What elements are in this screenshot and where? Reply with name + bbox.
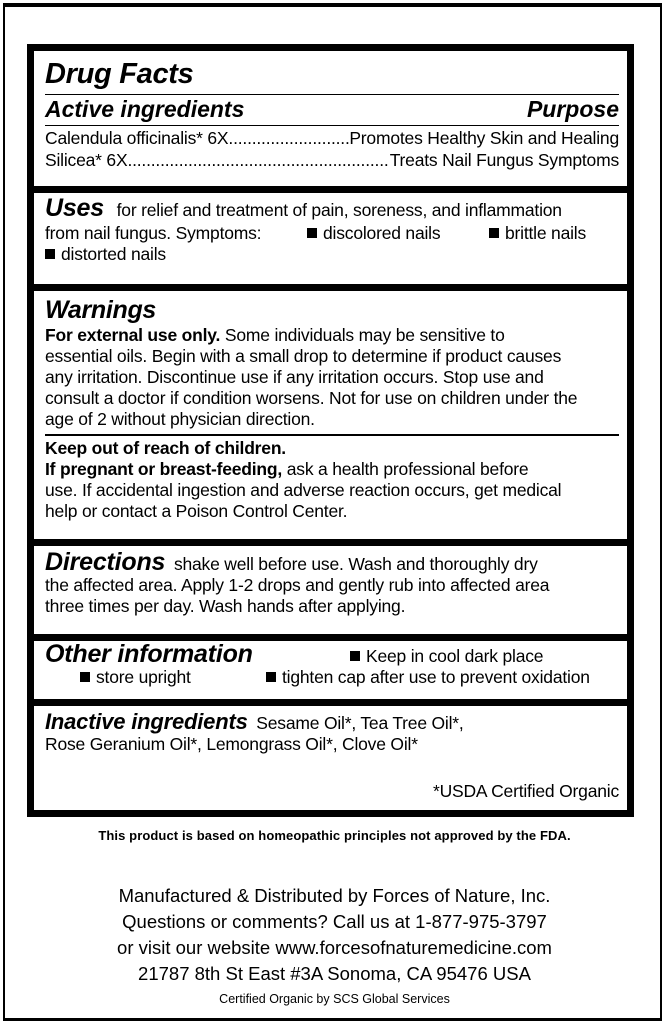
purpose-heading: Purpose (526, 96, 619, 122)
bullet-square-icon (307, 228, 317, 238)
active-ingredients-heading: Active ingredients (45, 96, 245, 122)
pregnancy-bold: If pregnant or breast-feeding, (45, 459, 283, 479)
bullet-square-icon (266, 672, 276, 682)
ingredient-row (45, 149, 619, 171)
symptom-item: discolored nails (307, 223, 489, 244)
warnings-section (34, 284, 627, 539)
manufacturer-info: Manufactured & Distributed by Forces of Nature, Inc. Questions or comments? Call us at 1-877-975-3797 or visit our website www.forcesofnaturemedicine.com 21787 8th St East #3A Sonoma, CA 95476 USA (117, 885, 552, 984)
uses-text: from nail fungus. Symptoms: (45, 223, 262, 243)
ingredient-row (45, 127, 619, 149)
ingredient-purpose: Treats Nail Fungus Symptoms (389, 150, 619, 170)
other-info-section (34, 634, 627, 699)
drug-facts-panel (27, 44, 634, 817)
inactive-ingredients-text: Sesame Oil*, Tea Tree Oil*, (256, 713, 464, 733)
warnings-divider (45, 434, 619, 436)
directions-text: shake well before use. Wash and thoroughly dry (173, 554, 538, 574)
active-header-row (45, 96, 619, 122)
external-use-paragraph: For external use only. Some individuals may be sensitive to essential oils. Begin with a small drop to determine if product causes any irritation. Discontinue use if any irritation occurs. Stop use and consult a doctor if condition worsens. Not for use on children under the age of 2 without physician direction. (45, 325, 578, 429)
directions-heading: Directions (45, 548, 166, 576)
organic-note: *USDA Certified Organic (432, 781, 619, 801)
directions-section (34, 539, 627, 634)
ingredient-name: Silicea* 6X (45, 150, 128, 170)
dot-leader (228, 127, 349, 149)
inactive-ingredients-text: Rose Geranium Oil*, Lemongrass Oil*, Clove Oil* (45, 734, 418, 754)
other-info-item: tighten cap after use to prevent oxidation (266, 667, 590, 688)
bullet-square-icon (350, 651, 360, 661)
dot-leader (127, 149, 389, 171)
label-sheet (3, 3, 662, 1021)
symptom-item: distorted nails (45, 244, 619, 265)
other-info-item: store upright (80, 667, 266, 688)
uses-section (34, 186, 627, 284)
pregnancy-paragraph: If pregnant or breast-feeding, ask a health professional before use. If accidental ingestion and adverse reaction occurs, get medical help or contact a Poison Control Center. (45, 459, 562, 521)
other-info-heading: Other information (45, 640, 253, 668)
uses-text: for relief and treatment of pain, soreness, and inflammation (116, 200, 562, 220)
bullet-square-icon (80, 672, 90, 682)
other-info-item: Keep in cool dark place (350, 646, 543, 667)
certification-note: Certified Organic by SCS Global Services (219, 992, 450, 1006)
directions-text: the affected area. Apply 1-2 drops and gently rub into affected area (45, 575, 550, 595)
drug-facts-section (34, 51, 627, 186)
symptom-item: brittle nails (489, 223, 586, 244)
bullet-square-icon (45, 249, 55, 259)
drug-facts-title: Drug Facts (45, 58, 194, 90)
inactive-ingredients-heading: Inactive ingredients (45, 709, 248, 734)
fda-disclaimer: This product is based on homeopathic principles not approved by the FDA. (98, 828, 571, 843)
title-divider (45, 94, 619, 95)
external-use-bold: For external use only. (45, 325, 221, 345)
header-divider (45, 125, 619, 126)
bullet-square-icon (489, 228, 499, 238)
uses-heading: Uses (45, 194, 104, 222)
warnings-heading: Warnings (45, 296, 157, 324)
ingredient-purpose: Promotes Healthy Skin and Healing (349, 128, 619, 148)
directions-text: three times per day. Wash hands after applying. (45, 596, 406, 616)
inactive-ingredients-section (34, 699, 627, 810)
ingredient-name: Calendula officinalis* 6X (45, 128, 229, 148)
keep-out-of-reach: Keep out of reach of children. (45, 438, 286, 458)
